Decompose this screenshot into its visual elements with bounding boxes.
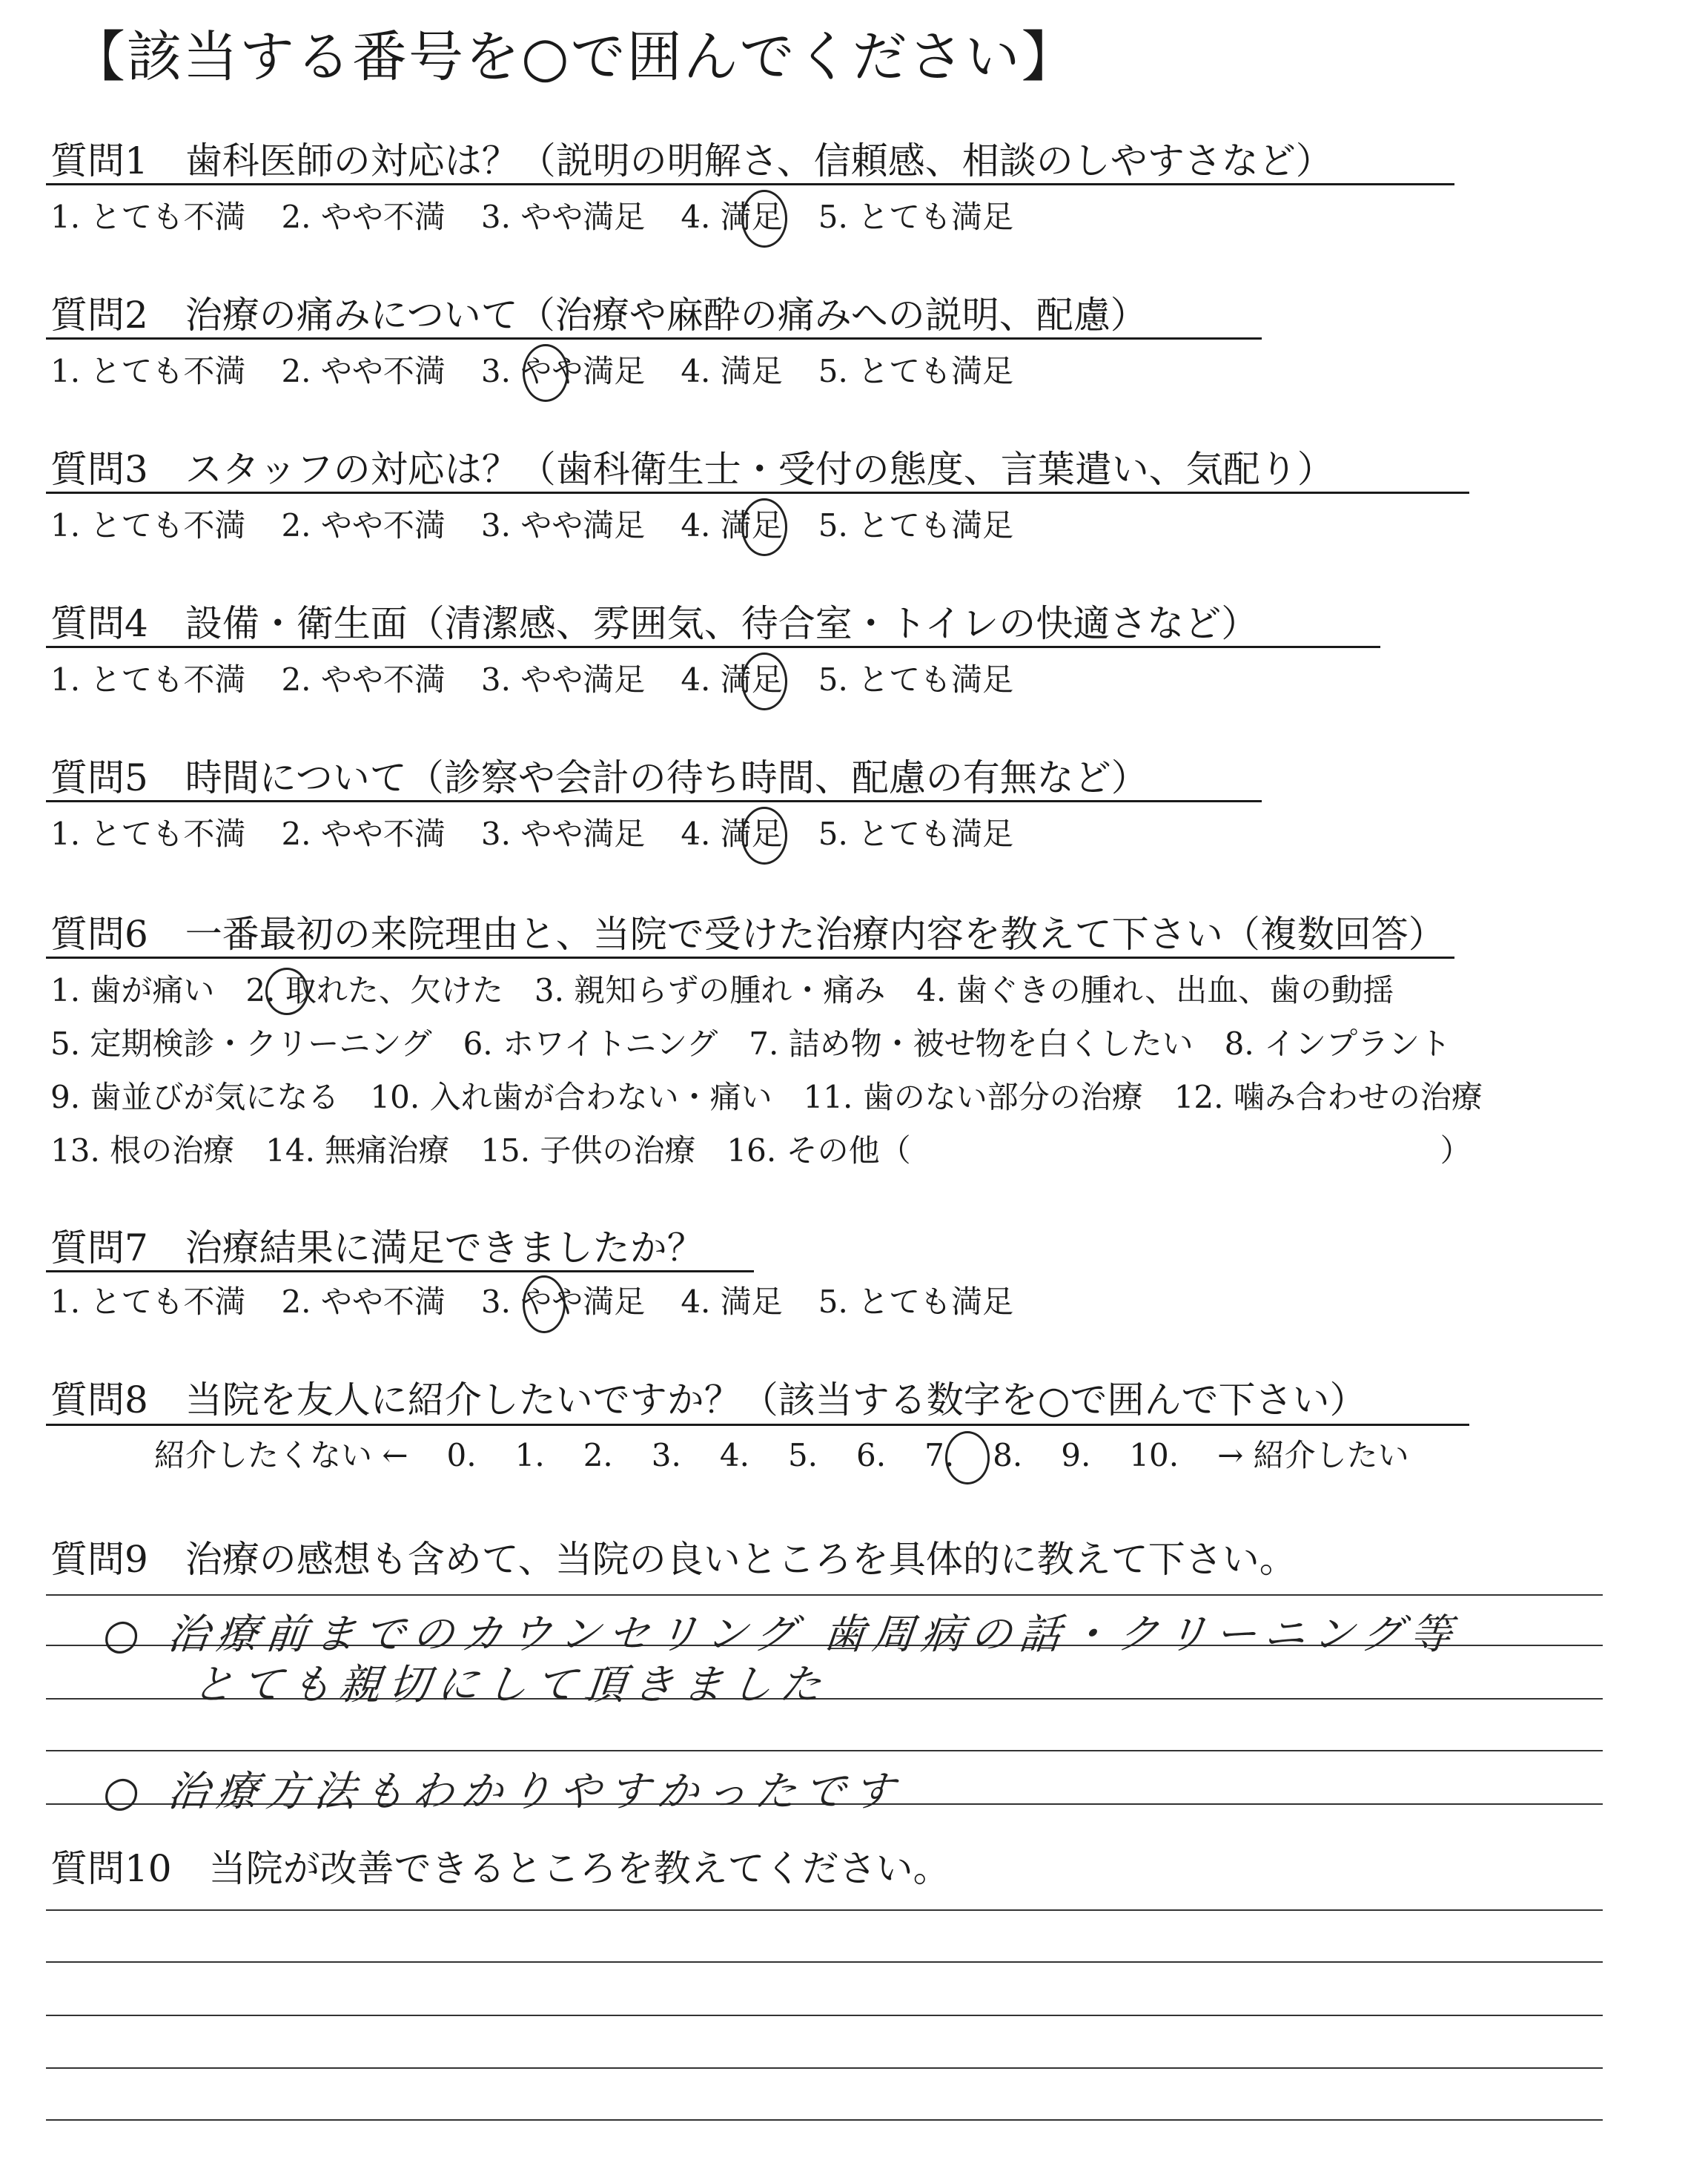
q8-value-7[interactable]: 7. bbox=[924, 1437, 955, 1473]
q5-selection-circle bbox=[741, 807, 787, 865]
q7-option-2[interactable]: 2. やや不満 bbox=[281, 1284, 446, 1320]
q10-rule-2 bbox=[46, 1961, 1603, 1963]
q2-option-4[interactable]: 4. 満足 bbox=[681, 353, 783, 389]
q4-selection-circle bbox=[741, 653, 787, 710]
q6-title: 質問6 一番最初の来院理由と、当院で受けた治療内容を教えて下さい（複数回答） bbox=[50, 913, 1446, 956]
q1-selection-circle bbox=[741, 190, 787, 248]
q8-value-2[interactable]: 2. bbox=[583, 1437, 613, 1473]
q8-value-3[interactable]: 3. bbox=[651, 1437, 681, 1473]
q8-value-5[interactable]: 5. bbox=[787, 1437, 818, 1473]
q8-underline bbox=[46, 1424, 1469, 1426]
q1-option-1[interactable]: 1. とても不満 bbox=[50, 199, 246, 235]
q4-option-2[interactable]: 2. やや不満 bbox=[281, 661, 446, 698]
q9-rule-4 bbox=[46, 1750, 1603, 1751]
q6-row-4: 13. 根の治療 14. 無痛治療 15. 子供の治療 16. その他（ ） bbox=[50, 1132, 1472, 1169]
q7-option-1[interactable]: 1. とても不満 bbox=[50, 1284, 246, 1320]
q7-option-5[interactable]: 5. とても満足 bbox=[818, 1284, 1014, 1320]
q3-option-1[interactable]: 1. とても不満 bbox=[50, 507, 246, 544]
q8-value-4[interactable]: 4. bbox=[719, 1437, 749, 1473]
q1-option-2[interactable]: 2. やや不満 bbox=[281, 199, 446, 235]
q2-option-2[interactable]: 2. やや不満 bbox=[281, 353, 446, 389]
q1-underline bbox=[46, 183, 1454, 185]
q5-option-5[interactable]: 5. とても満足 bbox=[818, 816, 1014, 852]
q10-rule-4 bbox=[46, 2067, 1603, 2069]
q7-option-3[interactable]: 3. やや満足 bbox=[480, 1284, 646, 1320]
q5-option-2[interactable]: 2. やや不満 bbox=[281, 816, 446, 852]
q2-option-1[interactable]: 1. とても不満 bbox=[50, 353, 246, 389]
q1-option-5[interactable]: 5. とても満足 bbox=[818, 199, 1014, 235]
q9-answer-line-2: とても親切にして頂きました bbox=[190, 1661, 831, 1709]
q6-selection-circle bbox=[265, 968, 308, 1015]
q5-option-3[interactable]: 3. やや満足 bbox=[480, 816, 646, 852]
q5-option-4[interactable]: 4. 満足 bbox=[681, 816, 783, 852]
q8-scale bbox=[154, 1437, 1448, 1473]
q3-option-4[interactable]: 4. 満足 bbox=[681, 507, 783, 544]
q9-answer-line-1: ○ 治療前までのカウンセリング 歯周病の話・クリーニング等 bbox=[101, 1611, 1462, 1659]
q7-selection-circle bbox=[523, 1275, 566, 1333]
q2-underline bbox=[46, 337, 1262, 340]
q8-title: 質問8 当院を友人に紹介したいですか？（該当する数字を○で囲んで下さい） bbox=[50, 1378, 1367, 1421]
q3-options bbox=[50, 507, 1049, 544]
q2-option-5[interactable]: 5. とても満足 bbox=[818, 353, 1014, 389]
q8-value-8[interactable]: 8. bbox=[993, 1437, 1023, 1473]
q3-option-3[interactable]: 3. やや満足 bbox=[480, 507, 646, 544]
q4-option-4[interactable]: 4. 満足 bbox=[681, 661, 783, 698]
q8-value-6[interactable]: 6. bbox=[856, 1437, 887, 1473]
q8-right-label: → 紹介したい bbox=[1217, 1437, 1409, 1473]
q1-option-3[interactable]: 3. やや満足 bbox=[480, 199, 646, 235]
q9-title: 質問9 治療の感想も含めて、当院の良いところを具体的に教えて下さい。 bbox=[50, 1538, 1297, 1581]
q6-row-2: 5. 定期検診・クリーニング 6. ホワイトニング 7. 詰め物・被せ物を白くしたい 8. インプラント bbox=[50, 1025, 1452, 1062]
q9-rule-1 bbox=[46, 1594, 1603, 1596]
q10-rule-3 bbox=[46, 2015, 1603, 2016]
q10-rule-5 bbox=[46, 2119, 1603, 2121]
q3-option-5[interactable]: 5. とても満足 bbox=[818, 507, 1014, 544]
q8-left-label: 紹介したくない ← bbox=[154, 1437, 408, 1473]
q4-option-3[interactable]: 3. やや満足 bbox=[480, 661, 646, 698]
q8-value-10[interactable]: 10. bbox=[1129, 1437, 1179, 1473]
q2-selection-circle bbox=[523, 344, 569, 402]
q10-title: 質問10 当院が改善できるところを教えてください。 bbox=[50, 1847, 950, 1890]
q4-option-5[interactable]: 5. とても満足 bbox=[818, 661, 1014, 698]
q2-option-3[interactable]: 3. やや満足 bbox=[480, 353, 646, 389]
page-title: 【該当する番号を○で囲んでください】 bbox=[70, 25, 1078, 89]
q8-value-0[interactable]: 0. bbox=[446, 1437, 477, 1473]
q3-selection-circle bbox=[741, 498, 787, 556]
q4-underline bbox=[46, 646, 1380, 648]
q8-value-1[interactable]: 1. bbox=[514, 1437, 545, 1473]
q4-title: 質問4 設備・衛生面（清潔感、雰囲気、待合室・トイレの快適さなど） bbox=[50, 602, 1259, 645]
q9-answer-line-3: ○ 治療方法もわかりやすかったです bbox=[101, 1768, 904, 1816]
q5-underline bbox=[46, 800, 1262, 802]
q10-rule-1 bbox=[46, 1909, 1603, 1911]
q5-title: 質問5 時間について（診察や会計の待ち時間、配慮の有無など） bbox=[50, 756, 1148, 799]
q8-value-9[interactable]: 9. bbox=[1061, 1437, 1091, 1473]
q3-underline bbox=[46, 492, 1469, 494]
q8-selection-circle bbox=[945, 1431, 990, 1484]
q3-option-2[interactable]: 2. やや不満 bbox=[281, 507, 446, 544]
q6-underline bbox=[46, 957, 1454, 959]
q5-option-1[interactable]: 1. とても不満 bbox=[50, 816, 246, 852]
q1-option-4[interactable]: 4. 満足 bbox=[681, 199, 783, 235]
q7-title: 質問7 治療結果に満足できましたか？ bbox=[50, 1226, 704, 1269]
q2-title: 質問2 治療の痛みについて（治療や麻酔の痛みへの説明、配慮） bbox=[50, 294, 1148, 337]
q3-title: 質問3 スタッフの対応は？（歯科衛生士・受付の態度、言葉遣い、気配り） bbox=[50, 448, 1334, 491]
q6-row-3: 9. 歯並びが気になる 10. 入れ歯が合わない・痛い 11. 歯のない部分の治療 12. 噛み合わせの治療 bbox=[50, 1079, 1483, 1115]
q5-options bbox=[50, 816, 1049, 852]
q4-options bbox=[50, 661, 1049, 698]
q7-underline bbox=[46, 1270, 754, 1272]
q1-options bbox=[50, 199, 1049, 235]
q1-title: 質問1 歯科医師の対応は？（説明の明解さ、信頼感、相談のしやすさなど） bbox=[50, 139, 1333, 182]
q4-option-1[interactable]: 1. とても不満 bbox=[50, 661, 246, 698]
q6-row-1: 1. 歯が痛い 2. 取れた、欠けた 3. 親知らずの腫れ・痛み 4. 歯ぐきの腫れ、出血、歯の動揺 bbox=[50, 972, 1394, 1008]
q7-option-4[interactable]: 4. 満足 bbox=[681, 1284, 783, 1320]
